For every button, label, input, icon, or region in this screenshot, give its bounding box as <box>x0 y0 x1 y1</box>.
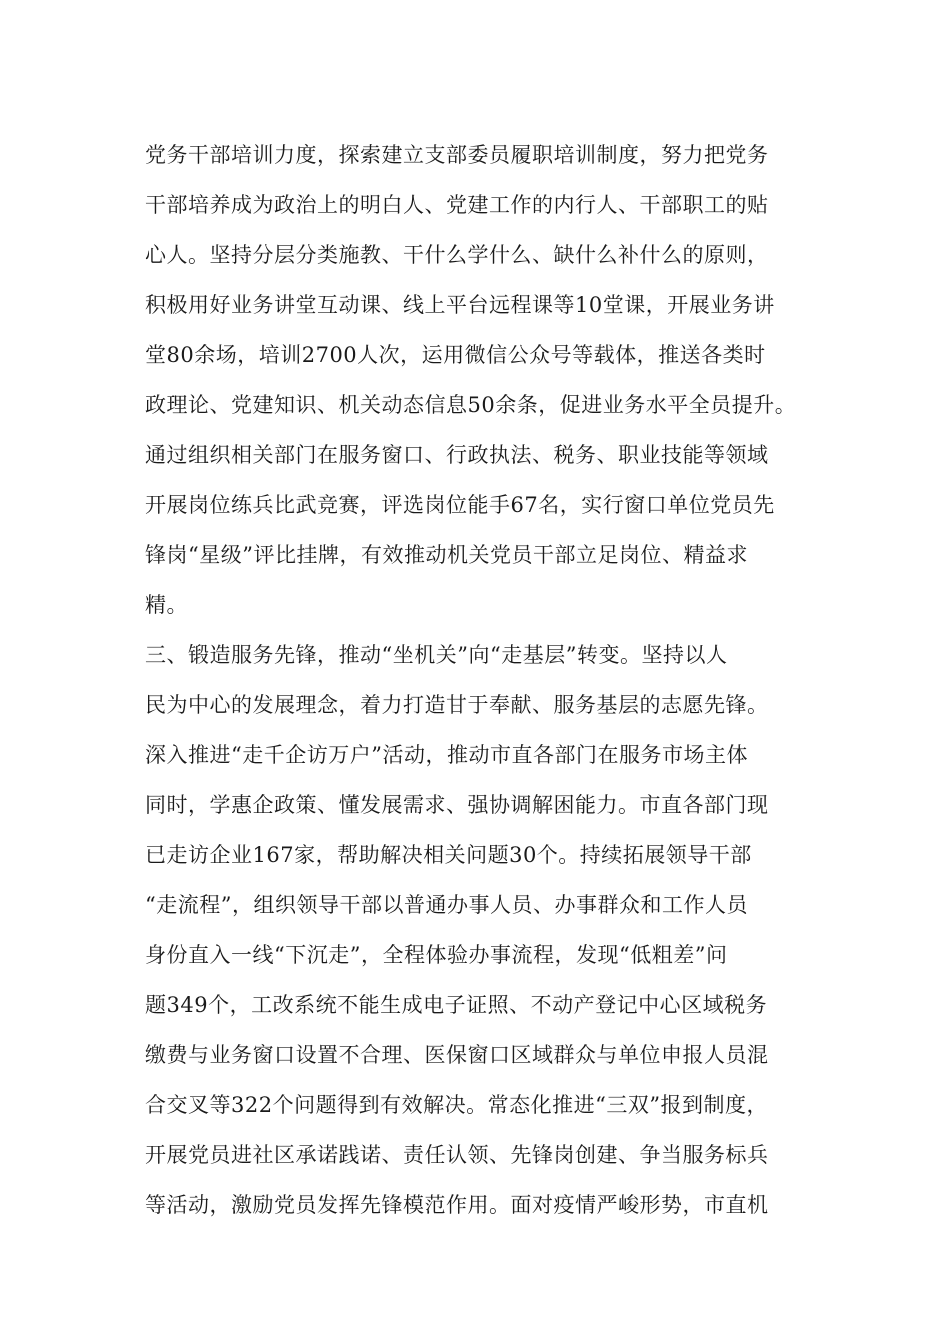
text-line: 缴费与业务窗口设置不合理、医保窗口区域群众与单位申报人员混 <box>145 1043 769 1067</box>
text-line: 堂80余场，培训2700人次，运用微信公众号等载体，推送各类时 <box>145 343 766 367</box>
text-line: 政理论、党建知识、机关动态信息50余条，促进业务水平全员提升。 <box>145 393 797 417</box>
text-line: 开展岗位练兵比武竞赛，评选岗位能手67名，实行窗口单位党员先 <box>145 493 775 517</box>
text-line: 干部培养成为政治上的明白人、党建工作的内行人、干部职工的贴 <box>145 193 769 217</box>
text-line: 同时，学惠企政策、懂发展需求、强协调解困能力。市直各部门现 <box>145 793 769 817</box>
text-line: 心人。坚持分层分类施教、干什么学什么、缺什么补什么的原则， <box>145 243 769 267</box>
text-line: 民为中心的发展理念，着力打造甘于奉献、服务基层的志愿先锋。 <box>145 693 769 717</box>
section-heading-line: 三、锻造服务先锋，推动“坐机关”向“走基层”转变。坚持以人 <box>145 643 728 667</box>
text-line: 通过组织相关部门在服务窗口、行政执法、税务、职业技能等领域 <box>145 443 769 467</box>
body-text <box>145 130 825 1230</box>
text-line: 等活动，激励党员发挥先锋模范作用。面对疫情严峻形势，市直机 <box>145 1193 769 1217</box>
text-line: 精。 <box>145 593 188 617</box>
text-line: 锋岗“星级”评比挂牌，有效推动机关党员干部立足岗位、精益求 <box>145 543 748 567</box>
text-line: 身份直入一线“下沉走”，全程体验办事流程，发现“低粗差”问 <box>145 943 728 967</box>
text-line: 积极用好业务讲堂互动课、线上平台远程课等10堂课，开展业务讲 <box>145 293 775 317</box>
text-line: 开展党员进社区承诺践诺、责任认领、先锋岗创建、争当服务标兵 <box>145 1143 769 1167</box>
text-line: 深入推进“走千企访万户”活动，推动市直各部门在服务市场主体 <box>145 743 748 767</box>
text-line: 党务干部培训力度，探索建立支部委员履职培训制度，努力把党务 <box>145 143 769 167</box>
text-line: 题349个，工改系统不能生成电子证照、不动产登记中心区域税务 <box>145 993 768 1017</box>
text-line: 合交叉等322个问题得到有效解决。常态化推进“三双”报到制度， <box>145 1093 769 1117</box>
text-line: “走流程”，组织领导干部以普通办事人员、办事群众和工作人员 <box>145 893 748 917</box>
text-line: 已走访企业167家，帮助解决相关问题30个。持续拓展领导干部 <box>145 843 752 867</box>
